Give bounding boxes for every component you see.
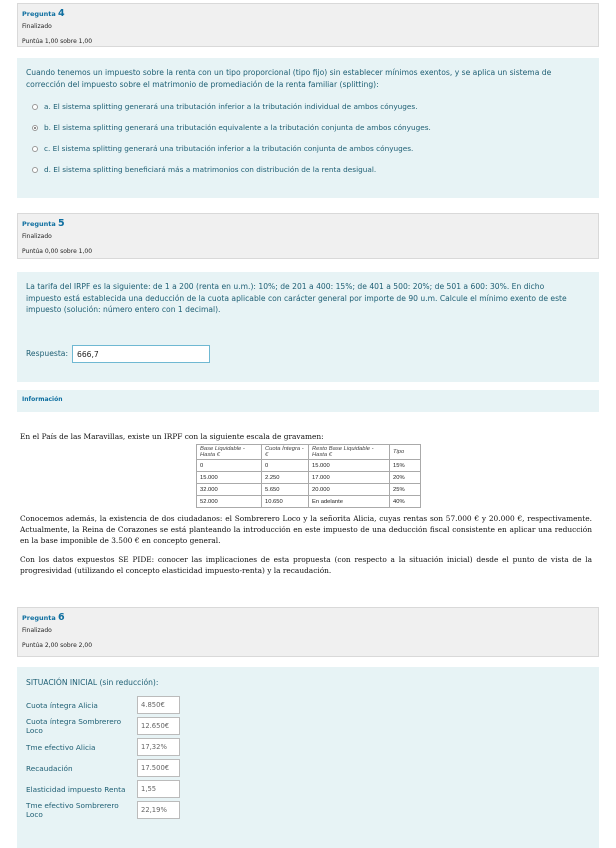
info-paragraph-2: Con los datos expuestos SE PIDE: conocer las implicaciones de esta propuesta (con respecto a la situación inicial) desde el punto de vista de la progresividad (utilizando el concepto elasticidad impuesto-renta) y la recaudación.: [20, 555, 592, 575]
info-intro: En el País de las Maravillas, existe un IRPF con la siguiente escala de gravamen:: [20, 432, 324, 441]
table-cell: 15%: [390, 460, 421, 472]
table-row: [197, 496, 421, 508]
table-cell: 32.000: [197, 484, 262, 496]
table-cell: 10.650: [262, 496, 309, 508]
q6-grade: Puntúa 2,00 sobre 2,00: [22, 642, 93, 649]
table-header-cell: Resto Base Liquidable - Hasta €: [309, 445, 390, 460]
table-cell: 0: [262, 460, 309, 472]
result-row: [26, 717, 590, 735]
result-label: Elasticidad impuesto Renta: [26, 784, 126, 794]
q5-content: [17, 272, 599, 382]
q6-info-box: [17, 607, 599, 657]
result-value-field[interactable]: 17,32%: [137, 738, 180, 756]
table-cell: 40%: [390, 496, 421, 508]
result-value-field[interactable]: 1,55: [137, 780, 180, 798]
q4-state: Finalizado: [22, 23, 52, 30]
result-row: [26, 696, 590, 714]
result-label: Recaudación: [26, 763, 73, 773]
q4-info-box: [17, 3, 599, 47]
table-header-row: [197, 445, 421, 460]
table-cell: 2.250: [262, 472, 309, 484]
table-header-cell: Tipo: [390, 445, 421, 460]
table-cell: 25%: [390, 484, 421, 496]
table-row: [197, 484, 421, 496]
radio-selected-icon[interactable]: [32, 125, 38, 131]
radio-icon[interactable]: [32, 104, 38, 110]
information-paragraphs: [20, 513, 592, 576]
information-header: Información: [17, 390, 599, 412]
q4-content: [17, 58, 599, 198]
result-row: [26, 759, 590, 777]
q5-grade: Puntúa 0,00 sobre 1,00: [22, 248, 93, 255]
tax-scale-table: [196, 444, 421, 508]
radio-icon[interactable]: [32, 167, 38, 173]
q4-number: Pregunta 4: [22, 8, 65, 19]
q5-info-box: [17, 213, 599, 259]
q5-question-text: La tarifa del IRPF es la siguiente: de 1 a 200 (renta en u.m.): 10%; de 201 a 400: 15%; de 401 a 500: 20%; de 501 a 600: 30%. En dicho impuesto está establecida una deducción de la cuota aplicable con carácter general por importe de 90 u.m. Calcule el mínimo exento de este impuesto (solución: número entero con 1 decimal).: [26, 282, 567, 314]
situation-title: SITUACIÓN INICIAL (sin reducción):: [26, 678, 159, 687]
q6-state: Finalizado: [22, 627, 52, 634]
table-cell: 5.650: [262, 484, 309, 496]
table-cell: 15.000: [197, 472, 262, 484]
result-label: Cuota íntegra Alicia: [26, 700, 98, 710]
q4-option-b[interactable]: b. El sistema splitting generará una tributación equivalente a la tributación conjunta de ambos cónyuges.: [32, 123, 590, 132]
table-cell: En adelante: [309, 496, 390, 508]
table-header-cell: Base Liquidable - Hasta €: [197, 445, 262, 460]
q4-option-a[interactable]: a. El sistema splitting generará una tributación inferior a la tributación individual de ambos cónyuges.: [32, 102, 590, 111]
result-value-field[interactable]: 22,19%: [137, 801, 180, 819]
table-cell: 0: [197, 460, 262, 472]
result-label: Cuota íntegra Sombrerero Loco: [26, 717, 122, 735]
result-value-field[interactable]: 17.500€: [137, 759, 180, 777]
result-label: Tme efectivo Sombrerero Loco: [26, 801, 119, 819]
table-header-cell: Cuota Íntegra - €: [262, 445, 309, 460]
q4-option-d[interactable]: d. El sistema splitting beneficiará más a matrimonios con distribución de la renta desigual.: [32, 165, 590, 174]
q6-number: Pregunta 6: [22, 612, 65, 623]
result-row: [26, 780, 590, 798]
table-cell: 15.000: [309, 460, 390, 472]
table-cell: 20.000: [309, 484, 390, 496]
result-row: [26, 801, 590, 819]
result-row: [26, 738, 590, 756]
q5-state: Finalizado: [22, 233, 52, 240]
radio-icon[interactable]: [32, 146, 38, 152]
table-row: [197, 460, 421, 472]
q4-question-text: Cuando tenemos un impuesto sobre la renta con un tipo proporcional (tipo fijo) sin establecer mínimos exentos, y se aplica un sistema de corrección del impuesto sobre el matrimonio de promediación de la renta familiar (splitting):: [26, 68, 552, 89]
result-value-field[interactable]: 12.650€: [137, 717, 180, 735]
information-body: [20, 431, 592, 442]
q5-answer-row: [26, 345, 590, 363]
result-value-field[interactable]: 4.850€: [137, 696, 180, 714]
table-row: [197, 472, 421, 484]
q5-number: Pregunta 5: [22, 218, 65, 229]
result-label: Tme efectivo Alicia: [26, 742, 96, 752]
q6-content: [17, 667, 599, 848]
table-cell: 20%: [390, 472, 421, 484]
info-paragraph-1: Conocemos además, la existencia de dos ciudadanos: el Sombrerero Loco y la señorita Alicia, cuyas rentas son 57.000 € y 20.000 €, respectivamente. Actualmente, la Reina de Corazones se está planteando la introducción en este impuesto de una deducción fiscal consistente en aplicar una reducción en la base imponible de 3.500 € en concepto general.: [20, 514, 592, 545]
table-cell: 52.000: [197, 496, 262, 508]
q4-option-c[interactable]: c. El sistema splitting generará una tributación inferior a la tributación conjunta de ambos cónyuges.: [32, 144, 590, 153]
q4-grade: Puntúa 1,00 sobre 1,00: [22, 38, 93, 45]
table-cell: 17.000: [309, 472, 390, 484]
answer-label: Respuesta:: [26, 349, 69, 358]
answer-input[interactable]: 666,7: [72, 345, 210, 363]
